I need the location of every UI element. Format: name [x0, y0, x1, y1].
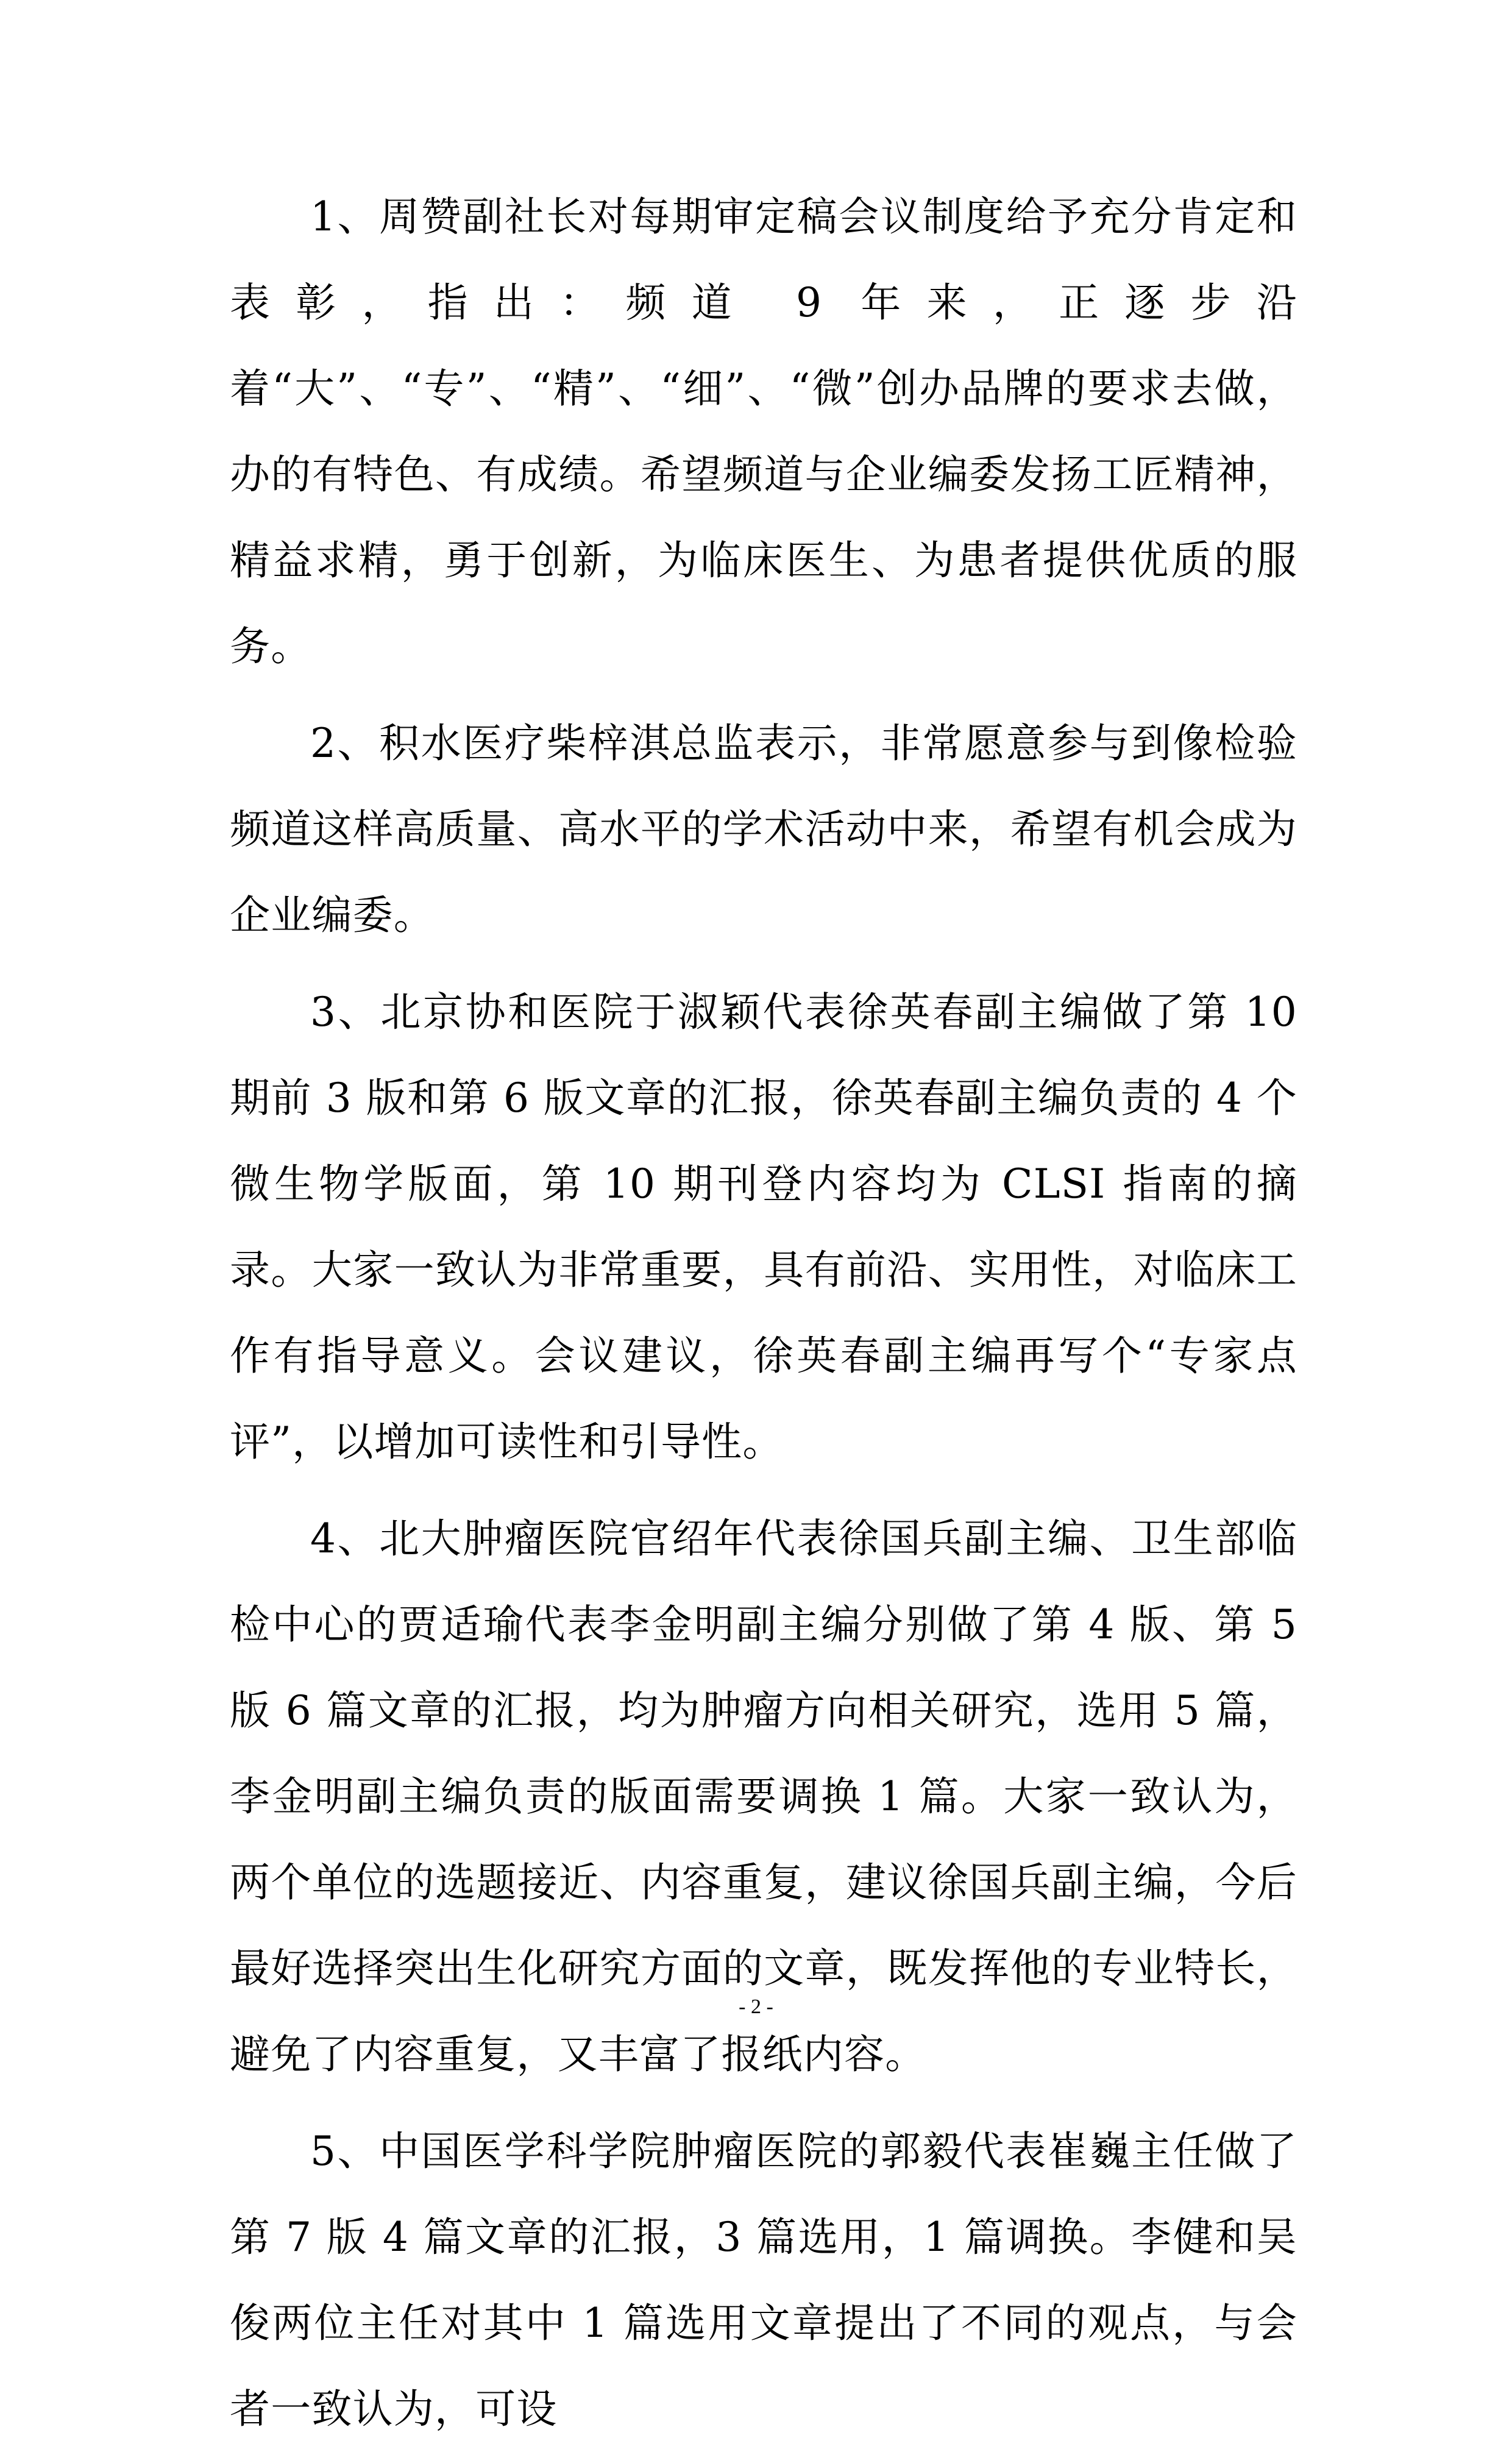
page-number: - 2 -: [739, 1995, 773, 2018]
paragraph-5: 5、中国医学科学院肿瘤医院的郭毅代表崔巍主任做了第 7 版 4 篇文章的汇报，3 篇选用，1 篇调换。李健和吴俊两位主任对其中 1 篇选用文章提出了不同的观点，与会者一致认为，可设: [230, 2128, 1297, 2432]
body-text: [230, 174, 1297, 2452]
paragraph-3: 3、北京协和医院于淑颖代表徐英春副主编做了第 10 期前 3 版和第 6 版文章的汇报，徐英春副主编负责的 4 个微生物学版面，第 10 期刊登内容均为 CLSI 指南的摘录。大家一致认为非常重要，具有前沿、实用性，对临床工作有指导意义。会议建议，徐英春副主编再写个“专家点评”，以增加可读性和引导性。: [230, 989, 1297, 1465]
paragraph-2: 2、积水医疗柴梓淇总监表示，非常愿意参与到像检验频道这样高质量、高水平的学术活动中来，希望有机会成为企业编委。: [230, 720, 1297, 939]
paragraph-1: 1、周赞副社长对每期审定稿会议制度给予充分肯定和表彰，指出：频道 9 年来，正逐步沿着“大”、“专”、“精”、“细”、“微”创办品牌的要求去做，办的有特色、有成绩。希望频道与企业编委发扬工匠精神，精益求精，勇于创新，为临床医生、为患者提供优质的服务。: [230, 193, 1297, 670]
paragraph-4: 4、北大肿瘤医院官绍年代表徐国兵副主编、卫生部临检中心的贾适瑜代表李金明副主编分别做了第 4 版、第 5 版 6 篇文章的汇报，均为肿瘤方向相关研究，选用 5 篇，李金明副主编负责的版面需要调换 1 篇。大家一致认为，两个单位的选题接近、内容重复，建议徐国兵副主编，今后最好选择突出生化研究方面的文章，既发挥他的专业特长，避免了内容重复，又丰富了报纸内容。: [230, 1515, 1297, 2078]
